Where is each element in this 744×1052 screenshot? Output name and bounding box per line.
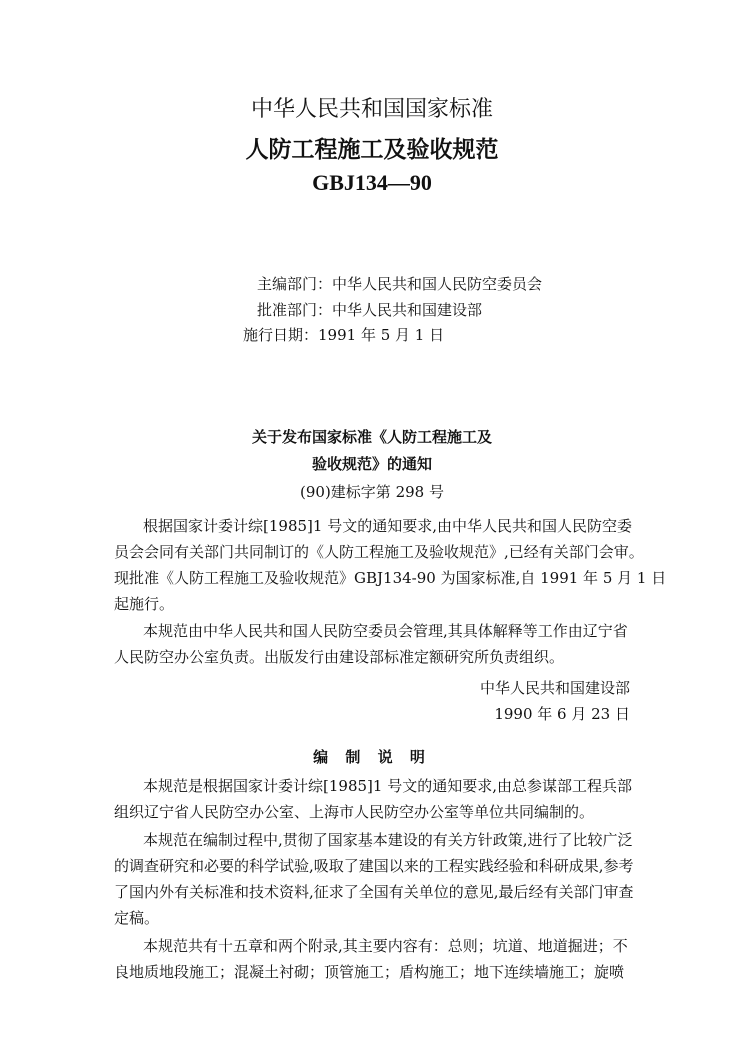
explain-paragraph-line: 组织辽宁省人民防空办公室、上海市人民防空办公室等单位共同编制的。 [114,803,595,821]
notice-paragraph-line: 员会会同有关部门共同制订的《人防工程施工及验收规范》,已经有关部门会审。 [114,543,644,561]
notice-number: (90)建标字第 298 号 [300,483,444,501]
notice-paragraph-line: 现批准《人防工程施工及验收规范》GBJ134-90 为国家标准,自 1991 年 5 月 1 日 [114,569,667,587]
standard-code: GBJ134—90 [312,170,432,195]
explain-paragraph-line: 了国内外有关标准和技术资料,征求了全国有关单位的意见,最后经有关部门审查 [114,883,634,901]
signer: 中华人民共和国建设部 [479,679,630,697]
explain-paragraph-line: 本规范共有十五章和两个附录,其主要内容有：总则；坑道、地道掘进；不 [143,937,628,955]
explain-paragraph-line: 本规范在编制过程中,贯彻了国家基本建设的有关方针政策,进行了比较广泛 [143,831,633,849]
notice-title-line2: 验收规范》的通知 [311,455,432,473]
notice-paragraph-line: 根据国家计委计综[1985]1 号文的通知要求,由中华人民共和国人民防空委 [143,517,632,535]
explain-paragraph-line: 良地质地段施工；混凝土衬砌；顶管施工；盾构施工；地下连续墙施工；旋喷 [114,963,625,981]
standard-type-title: 中华人民共和国国家标准 [250,97,493,122]
document-title: 人防工程施工及验收规范 [245,136,499,163]
effective-date: 施行日期：1991 年 5 月 1 日 [243,326,445,344]
approver-dept: 批准部门：中华人民共和国建设部 [257,301,483,319]
section-title: 编 制 说 明 [313,748,431,766]
notice-paragraph-line: 本规范由中华人民共和国人民防空委员会管理,其具体解释等工作由辽宁省 [143,622,628,640]
signature-date: 1990 年 6 月 23 日 [494,705,630,723]
explain-paragraph-line: 的调查研究和必要的科学试验,吸取了建国以来的工程实践经验和科研成果,参考 [114,857,634,875]
notice-paragraph-line: 起施行。 [114,595,175,613]
notice-paragraph-line: 人民防空办公室负责。出版发行由建设部标准定额研究所负责组织。 [114,648,565,666]
editor-dept: 主编部门：中华人民共和国人民防空委员会 [257,275,543,293]
explain-paragraph-line: 定稿。 [114,909,160,927]
notice-title-line1: 关于发布国家标准《人防工程施工及 [251,428,492,446]
explain-paragraph-line: 本规范是根据国家计委计综[1985]1 号文的通知要求,由总参谋部工程兵部 [143,777,632,795]
